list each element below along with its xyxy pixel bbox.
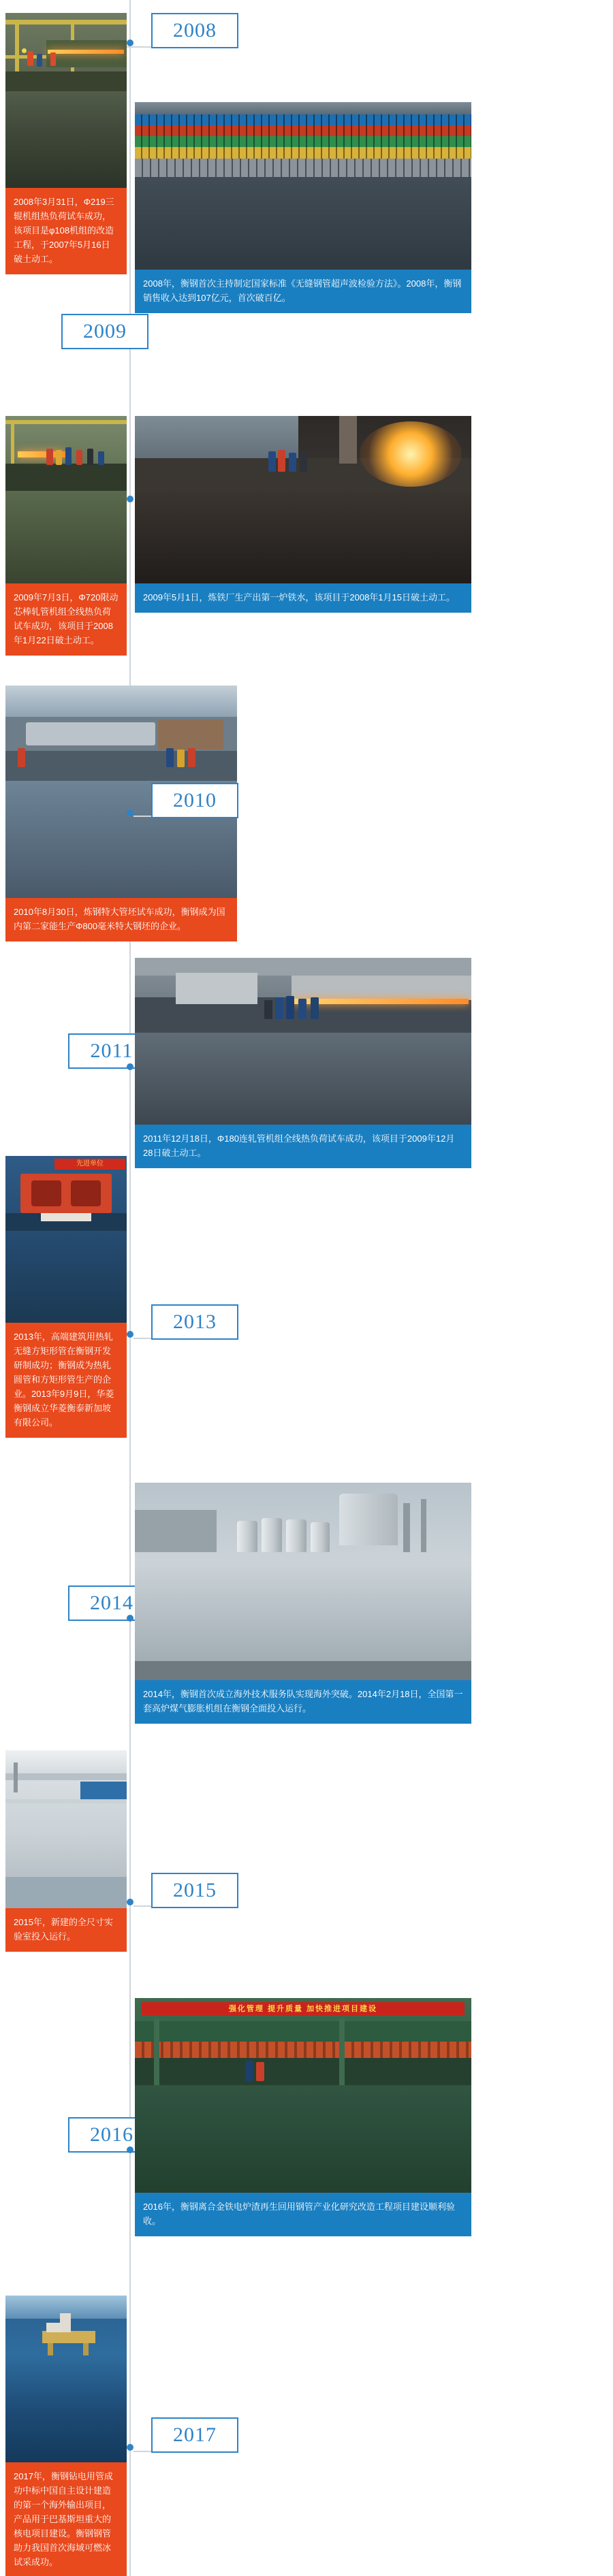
axis-dot-2010 [127,809,133,816]
year-label-2008[interactable]: 2008 [151,13,238,48]
caption-2017: 2017年，衡钢钻电用管成功中标中国自主设计建造的第一个海外输出项目，产品用于巴基斯坦重大的核电项目建设。衡钢钢管助力我国首次海域可燃冰试采成功。 [5,2462,127,2576]
axis-dot-2014 [127,1615,133,1622]
year-label-2011[interactable]: 2011 [68,1033,155,1069]
photo-tube-mill-line [5,416,127,583]
year-label-2010[interactable]: 2010 [151,783,238,818]
year-label-2014[interactable]: 2014 [68,1585,155,1621]
caption-2013: 2013年，高端建筑用热轧无缝方矩形管在衡钢开发研制成功；衡钢成为热轧圆管和方矩形管生产的企业。2013年9月9日，华菱衡钢成立华菱衡泰新加坡有限公司。 [5,1323,127,1438]
photo-rolling-mill-commission [135,958,471,1125]
axis-dot-2017 [127,2444,133,2451]
axis-dot-2013 [127,1331,133,1338]
connector-2008 [127,46,151,48]
caption-2009-left: 2009年7月3日，Φ720限动芯棒轧管机组全线热负荷试车成功，该项目于2008年1月22日破土动工。 [5,583,127,656]
photo-full-size-lab-hall [5,1750,127,1908]
timeline-card-2017 [5,2296,127,2576]
photo-tank-farm-exterior [135,1483,471,1680]
photo-electro-heat-line-banner [135,1998,471,2193]
photo-offshore-drilling-platform [5,2296,127,2462]
timeline-card-2011 [135,958,471,1168]
caption-2011: 2011年12月18日，Φ180连轧管机组全线热负荷试车成功，该项目于2009年12月28日破土动工。 [135,1125,471,1168]
timeline-card-2015 [5,1750,127,1952]
axis-dot-2016 [127,2146,133,2153]
connector-2013 [133,1338,151,1339]
year-label-2017[interactable]: 2017 [151,2417,238,2453]
year-label-2016[interactable]: 2016 [68,2117,155,2153]
caption-2016: 2016年，衡钢离合金铁电炉渣再生回用钢管产业化研究改造工程项目建设顺利验收。 [135,2193,471,2236]
caption-2008-right: 2008年，衡钢首次主持制定国家标准《无缝钢管超声波检验方法》。2008年，衡钢销售收入达到107亿元，首次破百亿。 [135,270,471,313]
connector-2010 [133,816,151,817]
caption-2008-left: 2008年3月31日，Φ219三辊机组热负荷试车成功，该项目是φ108机组的改造工程，于2007年5月16日破土动工。 [5,188,127,274]
axis-dot-2015 [127,1899,133,1905]
axis-dot-2011 [127,1063,133,1070]
connector-2015 [133,1905,151,1907]
caption-2014: 2014年，衡钢首次成立海外技术服务队实现海外突破。2014年2月18日，全国第一套高炉煤气膨胀机组在衡钢全面投入运行。 [135,1680,471,1724]
connector-2017 [133,2451,151,2452]
timeline-card-2016 [135,1998,471,2236]
caption-2015: 2015年，新建的全尺寸实验室投入运行。 [5,1908,127,1952]
caption-2009-right: 2009年5月1日，炼铁厂生产出第一炉铁水，该项目于2008年1月15日破土动工。 [135,583,471,613]
year-label-2009[interactable]: 2009 [61,314,148,349]
photo-pipe-stack-yard [135,102,471,269]
timeline-card-2013 [5,1156,127,1438]
timeline-card-2009-left [5,416,127,655]
banner-text: 强化管理 提升质量 加快推进项目建设 [142,2002,465,2016]
timeline-card-2014 [135,1483,471,1724]
timeline-card-2008-right [135,102,471,312]
photo-iron-tapping-furnace [135,416,471,583]
timeline-axis [129,0,131,2576]
caption-2010: 2010年8月30日，炼钢特大管坯试车成功，衡钢成为国内第二家能生产Φ800毫米特大钢坯的企业。 [5,898,237,941]
year-label-2013[interactable]: 2013 [151,1304,238,1340]
photo-red-mold-equipment: 先进单位 [5,1156,127,1323]
timeline-card-2008-left [5,13,127,274]
photo-rolling-mill-interior [5,13,127,188]
timeline-card-2009-right [135,416,471,612]
axis-dot-2009 [127,496,133,502]
axis-dot-2008 [127,39,133,46]
year-label-2015[interactable]: 2015 [151,1873,238,1908]
